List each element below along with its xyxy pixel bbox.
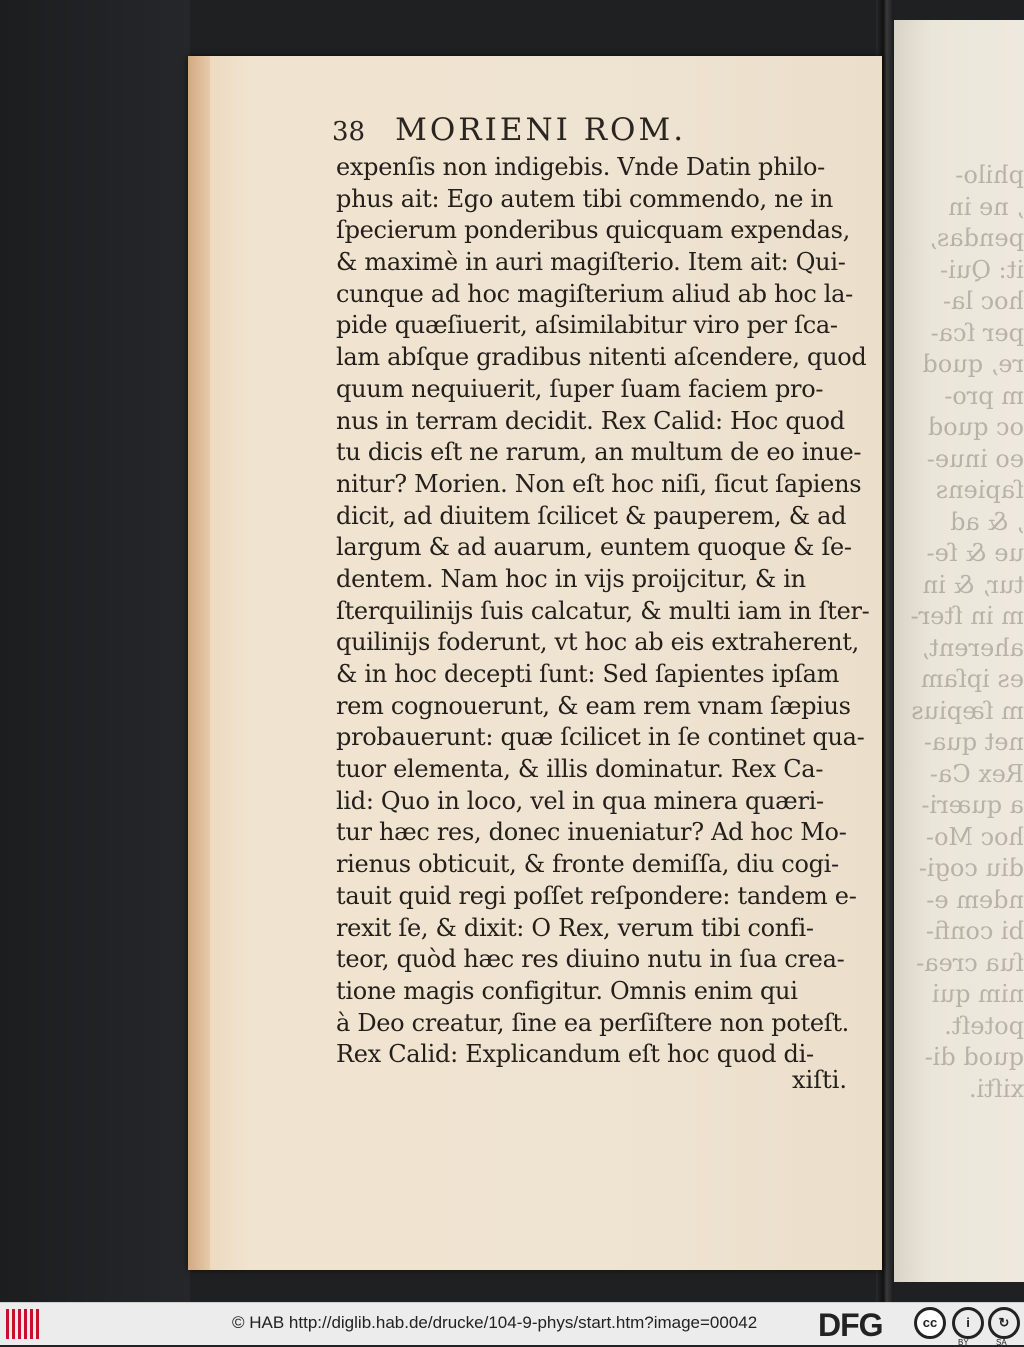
text-line: & in hoc decepti ſunt: Sed ſapientes ipſam xyxy=(336,660,840,688)
text-line: Rex Calid: Explicandum eſt hoc quod di- xyxy=(336,1040,814,1069)
text-line: tu dicis eſt ne rarum, an multum de eo inue- xyxy=(336,438,862,467)
by-label: BY xyxy=(958,1338,969,1347)
bleed-line: per ſca- xyxy=(930,318,1024,347)
bleed-line: xiſti. xyxy=(968,1074,1024,1103)
text-line: cunque ad hoc magiſterium aliud ab hoc la- xyxy=(336,279,853,308)
bleed-line: m pro- xyxy=(944,381,1024,410)
text-line: & maximè in auri magiſterio. Item ait: Qui- xyxy=(336,248,846,277)
running-title: MORIENI ROM. xyxy=(395,112,687,148)
text-line: ſterquilinijs ſuis calcatur, & multi iam in ſter- xyxy=(336,596,870,625)
text-line: rienus obticuit, & fronte demiſſa, diu cogi- xyxy=(336,850,839,879)
bleed-line: , ne in xyxy=(948,192,1024,221)
text-line: dentem. Nam hoc in vijs proijcitur, & in xyxy=(336,564,806,593)
hab-logo-icon xyxy=(6,1309,42,1339)
catchword: xiſti. xyxy=(792,1066,848,1094)
text-line: tur hæc res, donec inueniatur? Ad hoc Mo- xyxy=(336,818,847,847)
bleed-line: m in ſter- xyxy=(910,602,1024,630)
bleed-line: ſua crea- xyxy=(916,948,1024,977)
text-line: nitur? Morien. Non eſt hoc niſi, ſicut ſapiens xyxy=(336,469,862,498)
license-badges[interactable] xyxy=(914,1307,1020,1347)
sa-label: SA xyxy=(996,1338,1007,1347)
bleed-line: ue & ſe- xyxy=(926,539,1024,567)
bleed-line: oc quod xyxy=(927,413,1024,441)
bleed-line: hoc Mo- xyxy=(925,822,1024,851)
text-line: lam abſque gradibus nitenti aſcendere, quod xyxy=(336,343,867,372)
bleed-line: es ipſam xyxy=(920,665,1024,693)
text-line: à Deo creatur, ſine ea perſiſtere non poteſt. xyxy=(336,1008,850,1037)
page-edge xyxy=(188,56,210,1270)
bleed-line: aherent, xyxy=(921,633,1024,662)
bleed-line: diu cogi- xyxy=(918,854,1024,882)
bleed-line: tur, & in xyxy=(922,570,1024,599)
bleed-line: a quæri- xyxy=(921,791,1024,819)
running-head xyxy=(332,112,752,152)
text-line: pide quæſiuerit, aſsimilabitur viro per ſca- xyxy=(336,311,838,340)
bleed-line: re, quod xyxy=(922,350,1024,378)
bleed-line: pendas, xyxy=(929,224,1024,252)
text-line: probauerunt: quæ ſcilicet in ſe continet qua- xyxy=(336,723,865,752)
bleed-line: ſapiens xyxy=(935,476,1024,504)
text-line: dicit, ad diuitem ſcilicet & pauperem, & ad xyxy=(336,501,847,530)
bleed-line: , & ad xyxy=(950,507,1024,536)
bleed-line: Rex Ca- xyxy=(929,759,1024,788)
text-line: tione magis configitur. Omnis enim qui xyxy=(336,976,798,1005)
body-text xyxy=(336,152,870,1071)
bleed-line: philo- xyxy=(955,161,1024,189)
text-line: largum & ad auarum, euntem quoque & ſe- xyxy=(336,533,852,562)
text-line: quum nequiuerit, ſuper ſuam faciem pro- xyxy=(336,374,824,403)
bleed-line: net qua- xyxy=(923,728,1024,756)
attribution-icon: i xyxy=(952,1307,984,1339)
share-alike-icon: ↻ xyxy=(988,1307,1020,1339)
text-line: nus in terram decidit. Rex Calid: Hoc quod xyxy=(336,406,845,435)
text-line: quilinijs foderunt, vt hoc ab eis extraherent, xyxy=(336,628,859,657)
bleed-line: m ſæpius xyxy=(911,696,1024,725)
text-line: expenſis non indigebis. Vnde Datin philo- xyxy=(336,153,825,181)
text-line: tauit quid regi poſſet reſpondere: tandem e- xyxy=(336,881,857,910)
bleed-line: nim qui xyxy=(931,980,1024,1008)
bleed-line: bi confi- xyxy=(925,917,1024,945)
bleed-line: eo inue- xyxy=(926,444,1024,473)
text-line: teor, quòd hæc res diuino nutu in ſua crea- xyxy=(336,945,845,974)
viewer-footer xyxy=(0,1302,1024,1345)
source-citation[interactable]: © HAB http://diglib.hab.de/drucke/104-9-phys/start.htm?image=00042 xyxy=(232,1313,758,1332)
scan-background xyxy=(0,0,190,1302)
text-line: tuor elementa, & illis dominatur. Rex Ca- xyxy=(336,755,824,784)
cc-license-icon: cc xyxy=(914,1307,946,1339)
bleed-line: hoc la- xyxy=(942,287,1024,315)
bleed-line: ndem e- xyxy=(926,885,1024,914)
text-line: rexit ſe, & dixit: O Rex, verum tibi confi- xyxy=(336,913,814,942)
text-line: ſpecierum ponderibus quicquam expendas, xyxy=(336,216,850,245)
bleed-line: poteſt. xyxy=(944,1011,1024,1040)
facing-page-bleed-text xyxy=(910,160,1024,1105)
text-line: rem cognouerunt, & eam rem vnam ſæpius xyxy=(336,691,851,720)
text-line: phus ait: Ego autem tibi commendo, ne in xyxy=(336,184,834,213)
folio-number: 38 xyxy=(332,117,366,147)
facing-page xyxy=(893,20,1024,1282)
bleed-line: it: Qui- xyxy=(940,255,1024,284)
dfg-logo: DFG xyxy=(818,1307,883,1343)
bleed-line: quod di- xyxy=(924,1043,1024,1071)
text-line: lid: Quo in loco, vel in qua minera quæri- xyxy=(336,786,824,815)
